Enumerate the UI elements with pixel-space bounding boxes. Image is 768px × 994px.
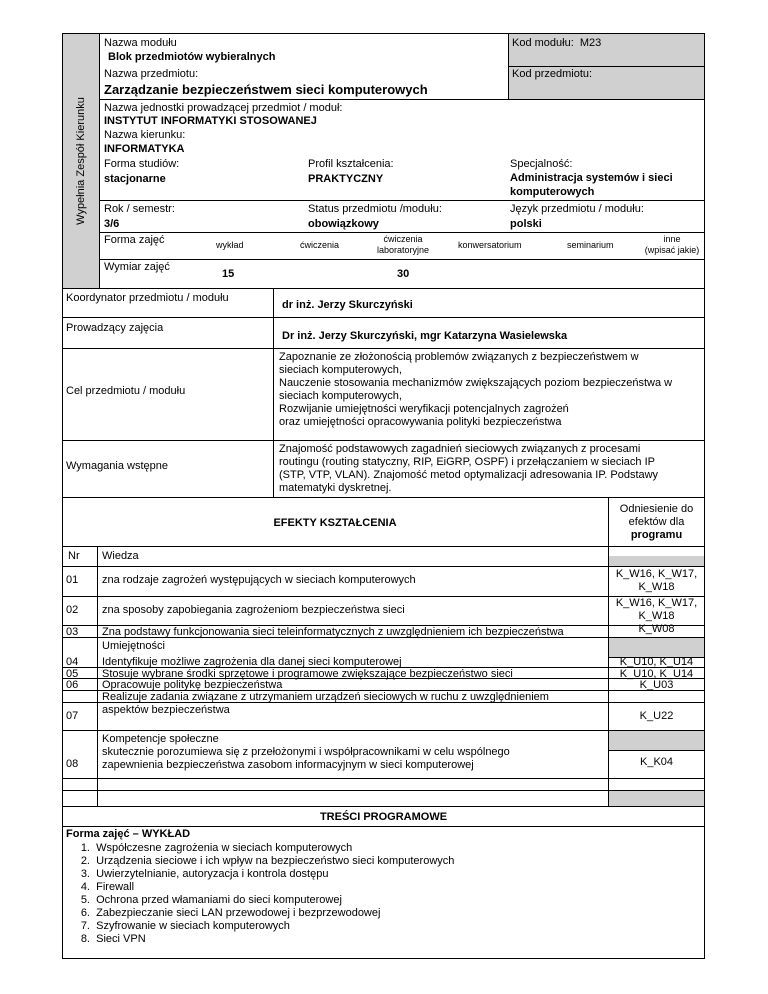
hours-lab: 30: [397, 268, 410, 280]
effect-text: Stosuje wybrane środki sprzętowe i programowe zwiększające bezpieczeństwo sieci: [102, 668, 513, 680]
profile: PRAKTYCZNY: [308, 173, 384, 185]
effect-text: [102, 746, 510, 772]
nr-header: Nr: [68, 550, 80, 562]
ref-header-line3: programu: [630, 529, 683, 541]
field: INFORMATYKA: [104, 143, 185, 155]
effect-ref: K_U03: [639, 679, 674, 691]
list-item: [66, 907, 454, 920]
effect-nr: 05: [66, 668, 79, 680]
effect-text: [102, 691, 549, 717]
effect-text: Zna podstawy funkcjonowania sieci teleinformatycznych z uwzględnieniem ich bezpieczeństwa: [102, 626, 564, 638]
subject-name: Zarządzanie bezpieczeństwem sieci komputerowych: [104, 82, 428, 97]
goal-line: Nauczenie stosowania mechanizmów zwiększających poziom bezpieczeństwa w: [279, 377, 673, 389]
list-num: 6.: [80, 907, 90, 919]
req-line: matematyki dyskretnej.: [279, 482, 392, 494]
unit-label: Nazwa jednostki prowadzącej przedmiot / moduł:: [104, 102, 343, 114]
list-text: Zabezpieczanie sieci LAN przewodowej i bezprzewodowej: [96, 907, 381, 919]
effect-nr: 07: [66, 710, 79, 722]
hours-label: Wymiar zajęć: [104, 261, 170, 273]
effect-ref: K_U10, K_U14: [619, 656, 694, 668]
ref-empty-grey: [608, 790, 705, 806]
list-text: Uwierzytelnianie, autoryzacja i kontrola dostępu: [96, 868, 329, 880]
effect-ref: [608, 568, 705, 594]
year: 3/6: [104, 218, 120, 230]
list-num: 7.: [80, 920, 90, 932]
side-label-box: [63, 33, 99, 288]
effect-text: zna rodzaje zagrożeń występujących w sieciach komputerowych: [102, 574, 416, 586]
form: stacjonarne: [104, 173, 166, 185]
list-num: 5.: [80, 894, 90, 906]
side-label: Wypełnia Zespół Kierunku: [75, 96, 87, 225]
teachers: Dr inż. Jerzy Skurczyński, mgr Katarzyna Wasielewska: [282, 330, 568, 342]
ref-knowledge-grey: [608, 556, 705, 566]
class-lab-line1: ćwiczenia: [383, 234, 423, 244]
class-seminar: seminarium: [567, 240, 614, 250]
effect-ref: [608, 597, 705, 623]
spec-label: Specjalność:: [510, 158, 573, 170]
hours-lecture: 15: [222, 268, 235, 280]
req-label: Wymagania wstępne: [66, 460, 169, 472]
unit: INSTYTUT INFORMATYKI STOSOWANEJ: [104, 115, 317, 127]
req-line: (STP, VTP, VLAN). Znajomość metod optymalizacji adresowania IP. Podstawy: [279, 469, 659, 481]
ref-header: [608, 503, 705, 542]
effect-ref: K_K04: [639, 756, 674, 768]
list-item: [66, 868, 454, 881]
coordinator-label: Koordynator przedmiotu / modułu: [66, 292, 229, 304]
req-line: routingu (routing statyczny, RIP, EiGRP, OSPF) i przełączaniem w sieciach IP: [279, 456, 655, 468]
class-other-line1: inne: [663, 234, 681, 244]
ref-competences-grey: [608, 730, 705, 750]
subject-name-label: Nazwa przedmiotu:: [104, 68, 199, 80]
effects-title: EFEKTY KSZTAŁCENIA: [273, 517, 397, 529]
module-name-label: Nazwa modułu: [104, 37, 177, 49]
module-code: M23: [579, 37, 602, 49]
goal-line: oraz umiejętności opracowywania polityki bezpieczeństwa: [279, 416, 562, 428]
content-list: [66, 842, 454, 946]
effect-text-line1: skutecznie porozumiewa się z przełożonymi i współpracownikami w celu wspólnego: [102, 746, 510, 758]
req-text: [279, 443, 658, 495]
effect-text: Opracowuje politykę bezpieczeństwa: [102, 679, 283, 691]
goal-line: Rozwijanie umiejętności weryfikacji potencjalnych zagrożeń: [279, 403, 569, 415]
module-name: Blok przedmiotów wybieralnych: [108, 51, 276, 63]
effect-nr: 04: [66, 656, 79, 668]
effect-text-line1: Realizuje zadania związane z utrzymaniem urządzeń sieciowych w ruchu z uwzględnieniem: [102, 691, 549, 703]
competences-label: Kompetencje społeczne: [102, 733, 219, 745]
effect-ref: K_W08: [638, 623, 675, 635]
status-label: Status przedmiotu /modułu:: [308, 203, 442, 215]
list-text: Szyfrowanie w sieciach komputerowych: [96, 920, 290, 932]
module-code-label: Kod modułu:: [512, 37, 574, 49]
lang-label: Język przedmiotu / modułu:: [510, 203, 644, 215]
list-text: Firewall: [96, 881, 135, 893]
effect-ref: K_U10, K_U14: [619, 668, 694, 680]
list-num: 3.: [80, 868, 90, 880]
content-form-heading: Forma zajęć – WYKŁAD: [66, 828, 191, 840]
class-other: [640, 234, 704, 256]
effect-text-line2: aspektów bezpieczeństwa: [102, 704, 230, 716]
class-exercises: ćwiczenia: [300, 240, 340, 250]
list-text: Ochrona przed włamaniami do sieci komputerowej: [96, 894, 342, 906]
skills-label: Umiejętności: [102, 640, 165, 652]
list-num: 8.: [80, 933, 90, 945]
ref-header-line2: efektów dla: [628, 516, 685, 528]
effect-ref: K_U22: [639, 710, 674, 722]
goal-label: Cel przedmiotu / modułu: [66, 385, 186, 397]
year-label: Rok / semestr:: [104, 203, 175, 215]
module-code-line: [512, 37, 601, 50]
list-text: Urządzenia sieciowe i ich wpływ na bezpieczeństwo sieci komputerowych: [96, 855, 455, 867]
effect-ref-line1: K_W16, K_W17,: [615, 597, 698, 609]
effect-nr: 06: [66, 679, 79, 691]
effect-text: Identyfikuje możliwe zagrożenia dla danej sieci komputerowej: [102, 656, 402, 668]
list-item: [66, 894, 454, 907]
ref-skills-grey: [608, 637, 705, 657]
form-label: Forma studiów:: [104, 158, 180, 170]
list-item: [66, 881, 454, 894]
lang: polski: [510, 218, 542, 230]
effect-nr: 08: [66, 758, 79, 770]
class-lab: [358, 234, 448, 256]
field-label: Nazwa kierunku:: [104, 129, 186, 141]
effect-ref-line2: K_W18: [638, 581, 675, 593]
effect-ref-line2: K_W18: [638, 610, 675, 622]
list-item: [66, 933, 454, 946]
class-lecture: wykład: [216, 240, 244, 250]
list-num: 1.: [80, 842, 90, 854]
coordinator: dr inż. Jerzy Skurczyński: [282, 299, 413, 311]
class-lab-line2: laboratoryjne: [376, 245, 430, 255]
subject-code-label: Kod przedmiotu:: [512, 68, 593, 80]
effect-ref-line1: K_W16, K_W17,: [615, 568, 698, 580]
list-item: [66, 920, 454, 933]
list-num: 4.: [80, 881, 90, 893]
list-text: Sieci VPN: [96, 933, 146, 945]
status: obowiązkowy: [308, 218, 379, 230]
class-conversatorium: konwersatorium: [458, 240, 522, 250]
list-item: [66, 842, 454, 855]
knowledge-label: Wiedza: [102, 550, 139, 562]
req-line: Znajomość podstawowych zagadnień sieciowych związanych z procesami: [279, 443, 641, 455]
profile-label: Profil kształcenia:: [308, 158, 394, 170]
content-title: TREŚCI PROGRAMOWE: [319, 811, 448, 823]
spec-line1: Administracja systemów i sieci: [510, 172, 673, 184]
effect-nr: 03: [66, 626, 79, 638]
class-other-line2: (wpisać jakie): [644, 245, 700, 255]
effect-text-line2: zapewnienia bezpieczeństwa zasobom informacyjnym w sieci komputerowej: [102, 759, 474, 771]
spec-line2: komputerowych: [510, 186, 595, 198]
effect-text: zna sposoby zapobiegania zagrożeniom bezpieczeństwa sieci: [102, 604, 405, 616]
list-num: 2.: [80, 855, 90, 867]
effect-nr: 02: [66, 604, 79, 616]
goal-text: [279, 351, 672, 429]
classes-label: Forma zajęć: [104, 234, 165, 246]
list-item: [66, 855, 454, 868]
ref-header-line1: Odniesienie do: [619, 503, 694, 515]
goal-line: sieciach komputerowych,: [279, 390, 402, 402]
teachers-label: Prowadzący zajęcia: [66, 322, 164, 334]
goal-line: Zapoznanie ze złożonością problemów związanych z bezpieczeństwem w: [279, 351, 639, 363]
effect-nr: 01: [66, 574, 79, 586]
goal-line: sieciach komputerowych,: [279, 364, 402, 376]
list-text: Współczesne zagrożenia w sieciach komputerowych: [96, 842, 353, 854]
